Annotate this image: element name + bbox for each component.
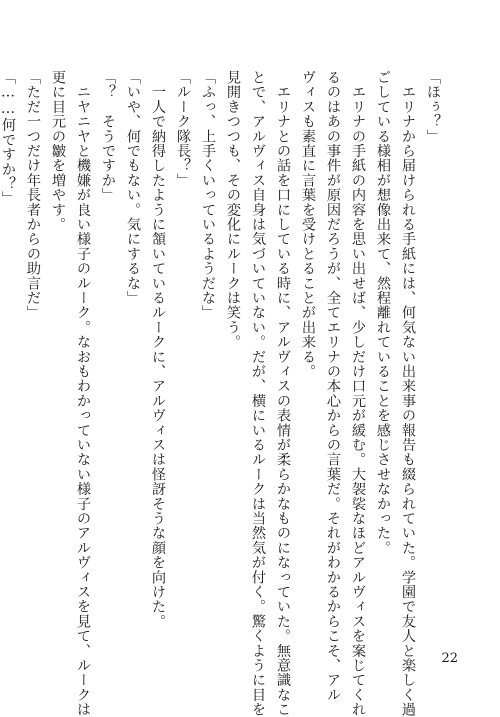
text-line: エリナとの話を口にしている時に、アルヴィスの表情が柔らかなものになっていた。無意識なこ (275, 70, 291, 717)
text-line: 「いや、何でもない。気にするな」 (125, 70, 141, 306)
text-line: エリナの手紙の内容を思い出せば、少しだけ口元が緩む。大袈裟なほどアルヴィスを案じてくれ (350, 70, 366, 717)
text-line: とで、アルヴィス自身は気づいていない。だが、横にいるルークは当然気が付く。驚くように目を (250, 70, 266, 717)
text-line: るのはあの事件が原因だろうが、全てエリナの本心からの言葉だ。それがわかるからこそ、アル (325, 70, 341, 703)
text-line: 一人で納得したように頷いているルークに、アルヴィスは怪訝そうな顔を向けた。 (150, 70, 166, 629)
text-line: 「ふっ、上手くいっているようだな」 (200, 70, 216, 320)
vertical-text-body (0, 70, 445, 717)
text-line: ニヤニヤと機嫌が良い様子のルーク。なおもわかっていない様子のアルヴィスを見て、ルークは (75, 70, 91, 717)
text-line: ごしている様相が想像出来て、然程離れていることを感じさせなかった。 (375, 70, 391, 556)
page-number: 22 (441, 651, 458, 666)
text-line: 更に目元の皺を増やす。 (50, 70, 66, 232)
text-line: 見開きつつも、その変化にルークは笑う。 (225, 70, 241, 350)
text-line: 「……何ですか？」 (0, 70, 16, 206)
text-line: ヴィスも素直に言葉を受けとることが出来る。 (300, 70, 316, 379)
text-line: エリナから届けられる手紙には、何気ない出来事の報告も綴られていた。学園で友人と楽しく過 (400, 70, 416, 717)
text-line: 「ただ一つだけ年長者からの助言だ」 (25, 70, 41, 320)
text-line: 「ルーク隊長？」 (175, 70, 191, 188)
text-line: 「？ そうですか」 (100, 70, 116, 203)
text-line: 「ほぅ？」 (425, 70, 441, 144)
